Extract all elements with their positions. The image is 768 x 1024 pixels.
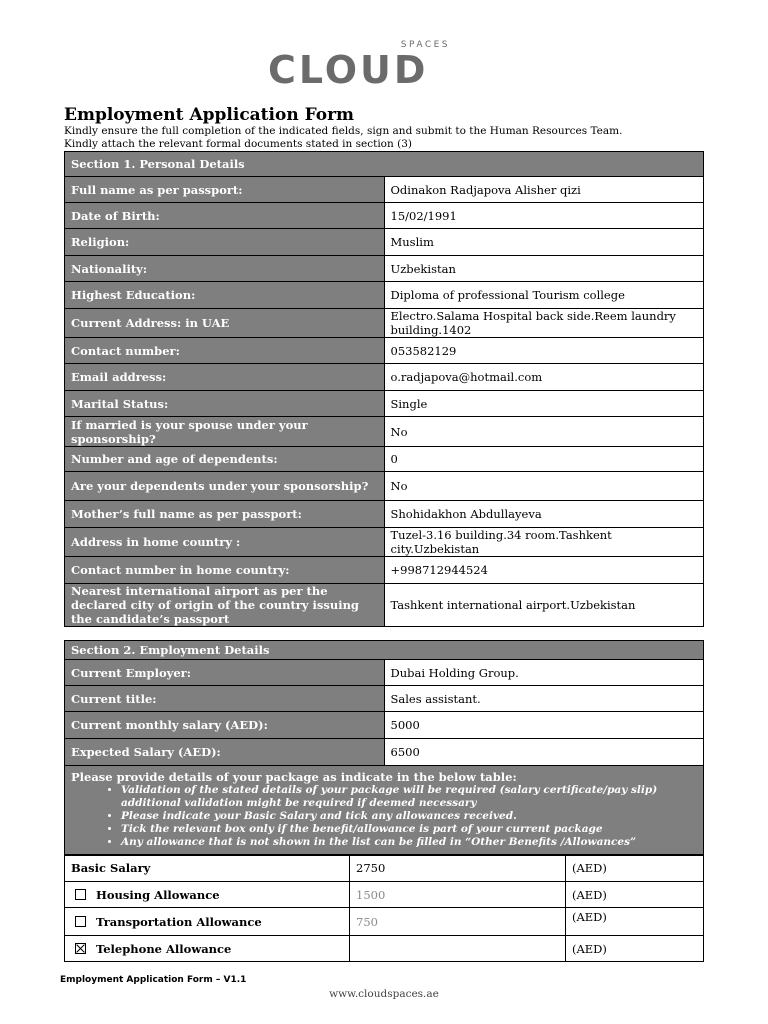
field-label: Current Employer: (65, 660, 385, 686)
currency-label: (AED) (566, 855, 704, 882)
basic-salary-field[interactable]: 2750 (350, 855, 566, 882)
current-salary-field[interactable]: 5000 (384, 712, 704, 739)
table-row (65, 177, 704, 203)
field-label: Current title: (65, 686, 385, 712)
table-row (65, 256, 704, 282)
email-field[interactable]: o.radjapova@hotmail.com (384, 364, 704, 391)
employment-details-table (64, 640, 704, 856)
currency-label: (AED) (566, 908, 704, 936)
marital-status-field[interactable]: Single (384, 391, 704, 417)
field-label: Religion: (65, 229, 385, 256)
date-of-birth-field[interactable]: 15/02/1991 (384, 203, 704, 229)
field-label: Mother’s full name as per passport: (65, 501, 385, 528)
allowance-name: Housing Allowance (96, 887, 220, 902)
table-row (65, 309, 704, 338)
package-note: • Any allowance that is not shown in the list can be filled in “Other Benefits /Allowances” (121, 836, 697, 849)
form-title: Employment Application Form (64, 105, 355, 125)
table-row (65, 557, 704, 584)
footer-website-link[interactable]: www.cloudspaces.ae (329, 988, 439, 1000)
table-row (65, 528, 704, 557)
table-row (65, 584, 704, 627)
field-label: Date of Birth: (65, 203, 385, 229)
table-row (65, 364, 704, 391)
spouse-sponsorship-field[interactable]: No (384, 417, 704, 447)
housing-allowance-row-label (65, 882, 350, 908)
table-row (65, 501, 704, 528)
field-label: Full name as per passport: (65, 177, 385, 203)
table-row (65, 203, 704, 229)
field-label: Current monthly salary (AED): (65, 712, 385, 739)
telephone-allowance-field[interactable] (350, 936, 566, 962)
religion-field[interactable]: Muslim (384, 229, 704, 256)
field-label: If married is your spouse under your sponsorship? (65, 417, 385, 447)
expected-salary-field[interactable]: 6500 (384, 739, 704, 766)
table-row (65, 447, 704, 472)
dependents-field[interactable]: 0 (384, 447, 704, 472)
logo-spaces-text: SPACES (400, 40, 450, 50)
telephone-allowance-checkbox[interactable] (75, 943, 86, 954)
home-address-field[interactable]: Tuzel-3.16 building.34 room.Tashkent city.Uzbekistan (384, 528, 704, 557)
home-contact-field[interactable]: +998712944524 (384, 557, 704, 584)
field-label: Marital Status: (65, 391, 385, 417)
table-row (65, 936, 704, 962)
transportation-allowance-checkbox[interactable] (75, 916, 86, 927)
allowance-table (64, 854, 704, 962)
package-title: Please provide details of your package as indicate in the below table: (71, 769, 517, 784)
footer-version: Employment Application Form – V1.1 (60, 975, 247, 985)
package-note: • Please indicate your Basic Salary and tick any allowances received. (121, 810, 697, 823)
table-row (65, 417, 704, 447)
dependents-sponsorship-field[interactable]: No (384, 472, 704, 501)
table-row (65, 660, 704, 686)
field-label: Current Address: in UAE (65, 309, 385, 338)
table-row (65, 686, 704, 712)
personal-details-table (64, 151, 704, 627)
currency-label: (AED) (566, 936, 704, 962)
currency-label: (AED) (566, 882, 704, 908)
current-employer-field[interactable]: Dubai Holding Group. (384, 660, 704, 686)
allowance-name: Basic Salary (65, 855, 350, 882)
field-label: Highest Education: (65, 282, 385, 309)
housing-allowance-checkbox[interactable] (75, 889, 86, 900)
full-name-field[interactable]: Odinakon Radjapova Alisher qizi (384, 177, 704, 203)
table-row (65, 472, 704, 501)
intro-line-2: Kindly attach the relevant formal documents stated in section (3) (64, 138, 412, 150)
contact-number-field[interactable]: 053582129 (384, 338, 704, 364)
section1-heading: Section 1. Personal Details (65, 152, 704, 177)
mother-name-field[interactable]: Shohidakhon Abdullayeva (384, 501, 704, 528)
brand-logo (268, 40, 458, 92)
table-row (65, 739, 704, 766)
field-label: Contact number: (65, 338, 385, 364)
package-instructions-cell (65, 766, 704, 856)
table-row (65, 338, 704, 364)
current-title-field[interactable]: Sales assistant. (384, 686, 704, 712)
field-label: Contact number in home country: (65, 557, 385, 584)
package-instructions (65, 766, 704, 856)
nationality-field[interactable]: Uzbekistan (384, 256, 704, 282)
table-row (65, 908, 704, 936)
logo-cloud-text: CLOUD (268, 48, 429, 92)
nearest-airport-field[interactable]: Tashkent international airport.Uzbekistan (384, 584, 704, 627)
table-row (65, 855, 704, 882)
field-label: Address in home country : (65, 528, 385, 557)
housing-allowance-field[interactable]: 1500 (350, 882, 566, 908)
allowance-name: Transportation Allowance (96, 914, 262, 929)
transportation-allowance-row-label (65, 908, 350, 936)
section2-heading: Section 2. Employment Details (65, 641, 704, 660)
package-note: • Validation of the stated details of your package will be required (salary certificate/pay slip) additional validation might be required if deemed necessary (121, 784, 697, 810)
field-label: Nationality: (65, 256, 385, 282)
field-label: Email address: (65, 364, 385, 391)
table-row (65, 282, 704, 309)
transportation-allowance-field[interactable]: 750 (350, 908, 566, 936)
allowance-name: Telephone Allowance (96, 941, 232, 956)
education-field[interactable]: Diploma of professional Tourism college (384, 282, 704, 309)
table-row (65, 882, 704, 908)
package-notes-list (71, 784, 697, 849)
field-label: Are your dependents under your sponsorship? (65, 472, 385, 501)
field-label: Nearest international airport as per the declared city of origin of the country issuing the candidate’s passport (65, 584, 385, 627)
package-note: • Tick the relevant box only if the benefit/allowance is part of your current package (121, 823, 697, 836)
telephone-allowance-row-label (65, 936, 350, 962)
table-row (65, 712, 704, 739)
uae-address-field[interactable]: Electro.Salama Hospital back side.Reem laundry building.1402 (384, 309, 704, 338)
table-row (65, 391, 704, 417)
intro-line-1: Kindly ensure the full completion of the indicated fields, sign and submit to the Human Resources Team. (64, 125, 623, 137)
field-label: Number and age of dependents: (65, 447, 385, 472)
field-label: Expected Salary (AED): (65, 739, 385, 766)
table-row (65, 229, 704, 256)
